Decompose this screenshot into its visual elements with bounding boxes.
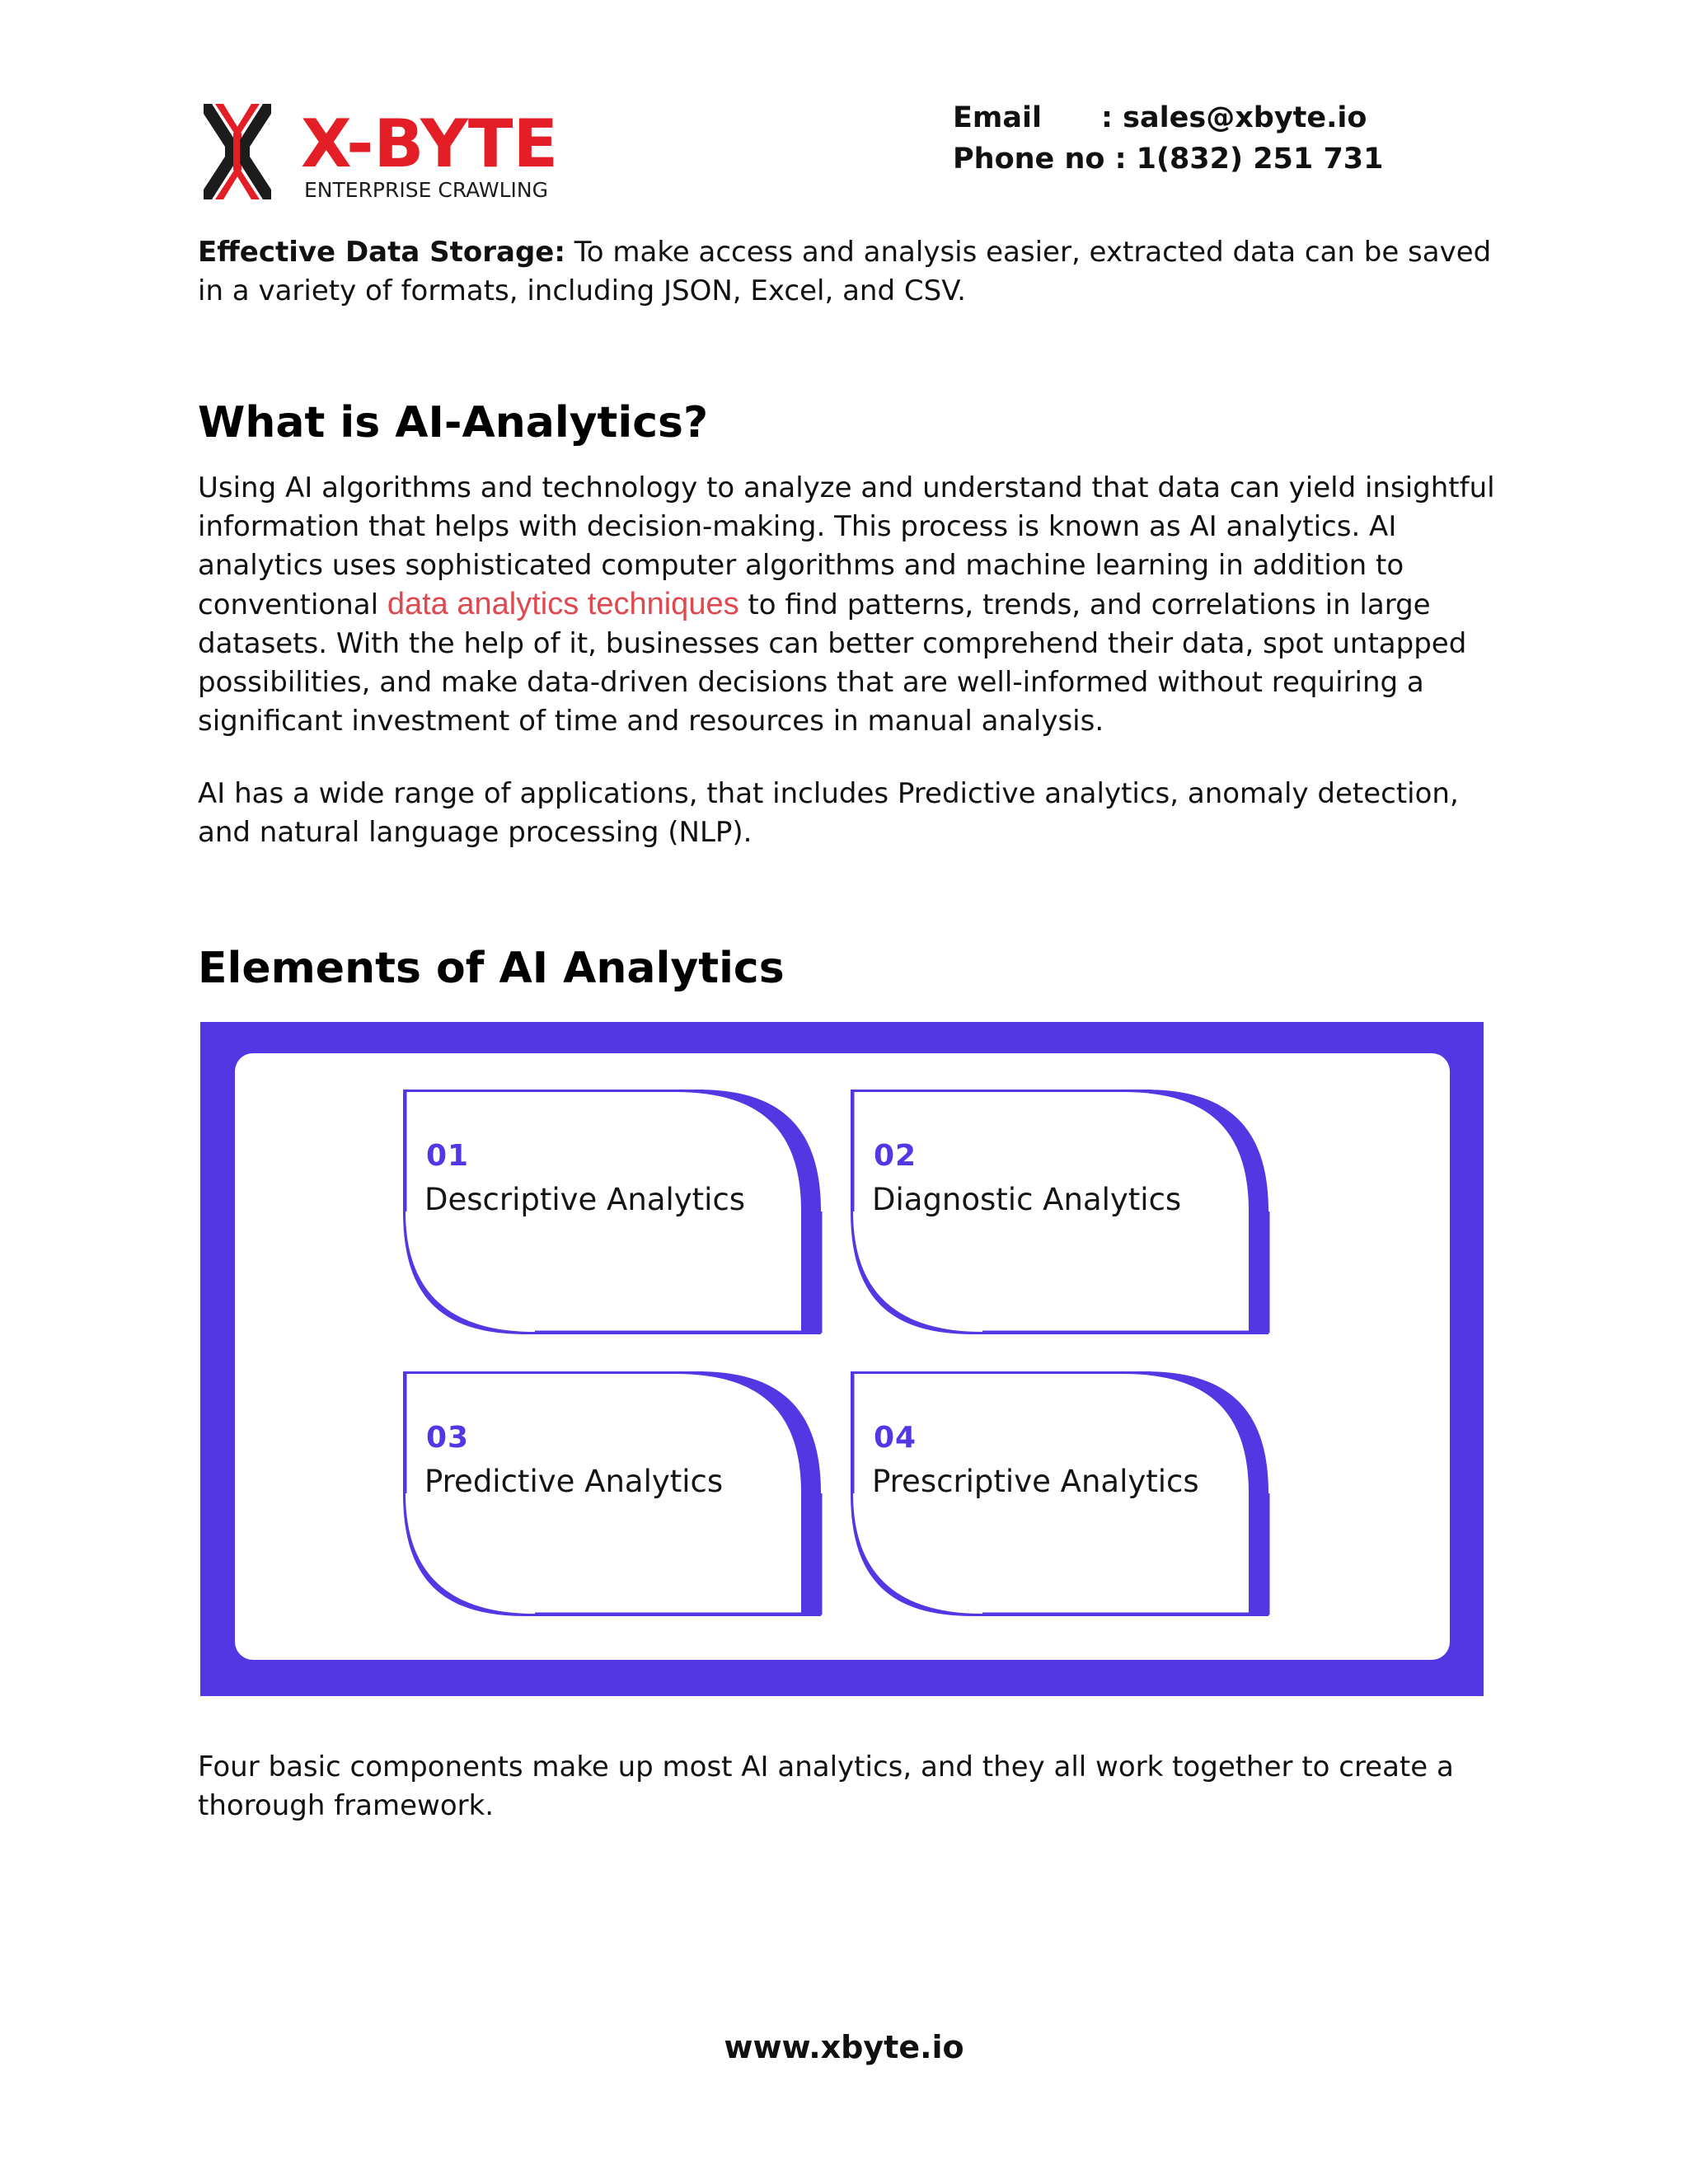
phone-value[interactable]: 1(832) 251 731 — [1136, 143, 1384, 176]
storage-paragraph — [198, 233, 1500, 311]
figure-caption-paragraph: Four basic components make up most AI analytics, and they all work together to create a thorough framework. — [198, 1750, 1454, 1822]
section-heading-elements: Elements of AI Analytics — [198, 944, 785, 993]
card-number: 01 — [426, 1139, 470, 1173]
logo-mark-icon — [204, 104, 271, 199]
element-card-descriptive — [403, 1090, 821, 1334]
ai-analytics-paragraph — [198, 469, 1500, 741]
figure-panel — [235, 1053, 1450, 1660]
company-logo — [202, 101, 589, 204]
section-heading-ai-analytics: What is AI-Analytics? — [198, 398, 709, 448]
logo-subtext: ENTERPRISE CRAWLING — [304, 178, 549, 202]
footer-url[interactable]: www.xbyte.io — [724, 2029, 964, 2065]
phone-label: Phone no : — [953, 143, 1127, 176]
phone-row — [953, 138, 1384, 180]
logo-text: X-BYTE — [301, 105, 559, 182]
card-number: 04 — [874, 1421, 917, 1455]
element-card-diagnostic — [851, 1090, 1268, 1334]
paragraph-text-before: Using AI algorithms and technology to analyze and understand that data can yield insightful information that helps with decision-making. This process is known as AI analytics. AI analytics uses sophisticated computer algorithms and machine learning in addition to conventional — [198, 471, 1495, 621]
email-value[interactable]: : sales@xbyte.io — [1101, 101, 1367, 134]
card-title: Prescriptive Analytics — [872, 1464, 1199, 1499]
card-number: 02 — [874, 1139, 917, 1173]
data-analytics-techniques-link[interactable]: data analytics techniques — [387, 587, 739, 621]
storage-label: Effective Data Storage: — [198, 236, 565, 269]
storage-text: To make access and analysis easier, extracted data can be saved in a variety of formats, including JSON, Excel, and CSV. — [198, 236, 1492, 307]
card-number: 03 — [426, 1421, 470, 1455]
applications-paragraph: AI has a wide range of applications, that includes Predictive analytics, anomaly detection, and natural language processing (NLP). — [198, 777, 1459, 849]
card-title: Descriptive Analytics — [424, 1182, 746, 1217]
element-card-predictive — [403, 1371, 821, 1616]
contact-info — [953, 97, 1384, 180]
email-label: Email — [953, 101, 1042, 134]
paragraph-text-after: to find patterns, trends, and correlations in large datasets. With the help of it, businesses can better comprehend their data, spot untapped possibilities, and make data-driven decisions that are well-informed without requiring a significant investment of time and resources in manual analysis. — [198, 588, 1467, 738]
card-title: Diagnostic Analytics — [872, 1182, 1182, 1217]
elements-figure — [200, 1022, 1484, 1696]
email-row — [953, 97, 1384, 138]
card-title: Predictive Analytics — [424, 1464, 724, 1499]
element-card-prescriptive — [851, 1371, 1268, 1616]
